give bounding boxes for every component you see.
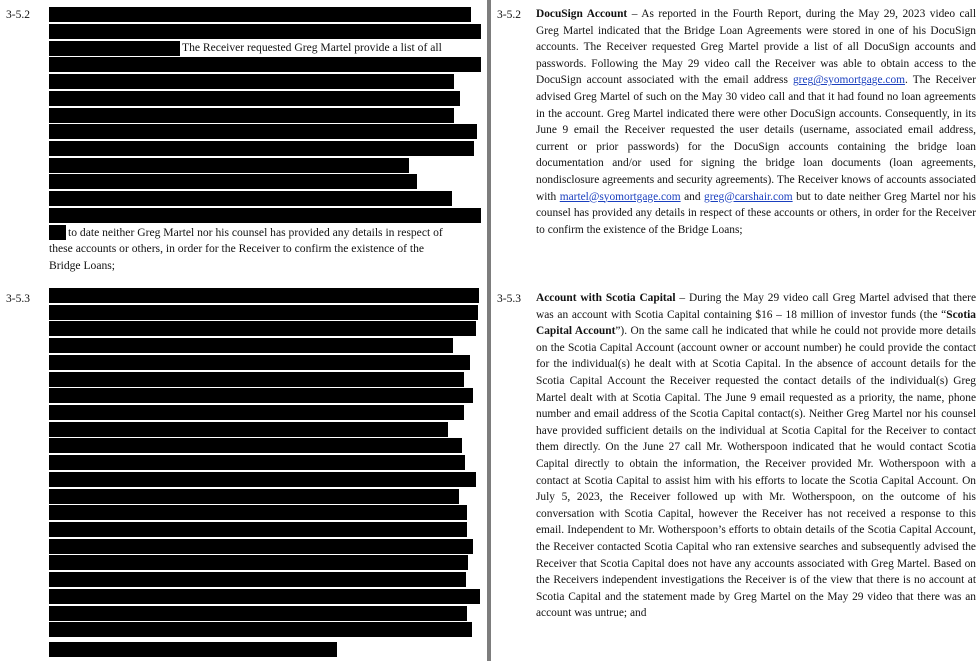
paragraph-scotia-capital-account: Account with Scotia Capital – During the May 29 video call Greg Martel advised that there was an account with Scotia Capital containing $16 – 18 million of investor funds (the “Scotia Capital Account”). On the same call he indicated that while he could not provide more details on the Scotia Capital Account (account owner or account number) he could provide the contact for the individual(s) he dealt with at Scotia Capital. In the absence of account details for the Scotia Capital Account the Receiver requested the contact details of the individual(s) Greg Martel dealt with at Scotia Capital. The June 9 email requested as a priority, the name, phone number and email address of the Scotia Capital contact(s). Neither Greg Martel nor his counsel have provided sufficient details on the individual at Scotia Capital for the Receiver to contact them directly. On the June 27 call Mr. Wotherspoon indicated that he would contact Scotia Capital directly to obtain the information, the Receiver provided Mr. Wotherspoon with a contact at Scotia Capital to assist him with his efforts to locate the Scotia Capital Account. On July 5, 2023, the Receiver followed up with Mr. Wotherspoon, on the outcome of his conversation with Scotia Capital, however the Receiver has not received a response to this email. Independent to Mr. Wotherspoon’s efforts to obtain details of the Scotia Capital Account, the Receiver contacted Scotia Capital who ran extensive searches and subsequently advised the Receiver that Scotia Capital does not have any accounts associated with Greg Martel. Based on the Receivers independent investigations the Receiver is of the view that there is no account at Scotia Capital and the statement made by Greg Martel on the May 29 video that there was an account was untrue; and: [536, 292, 976, 620]
redaction-bar: [49, 505, 467, 520]
redaction-bar: [49, 372, 464, 387]
redaction-bar: [49, 208, 481, 223]
redaction-bar: [49, 555, 468, 570]
section-heading: Account with Scotia Capital: [536, 292, 676, 304]
paragraph-docusign-account: DocuSign Account – As reported in the Fourth Report, during the May 29, 2023 video call Greg Martel indicated that the Bridge Loan Agreements were stored in one of his DocuSign accounts. The Receiver requested Greg Martel provide a list of all DocuSign accounts and passwords. Following the May 29 video call the Receiver was able to obtain access to the DocuSign account associated with the email address greg@syomortgage.com. The Receiver advised Greg Martel of such on the May 30 video call and that it had found no loan agreements in the account. Greg Martel indicated there were other DocuSign accounts. Consequently, in its June 9 email the Receiver requested the user details (username, associated email address, current or prior passwords) for the DocuSign accounts containing the bridge loan documentation and/or used for signing the bridge loan documents (loan agreements, nondisclosure agreements and security agreements). The Receiver knows of accounts associated with martel@syomortgage.com and greg@carshair.com but to date neither Greg Martel nor his counsel has provided any details in respect of these accounts or others, in order for the Receiver to confirm the existence of the Bridge Loans;: [536, 8, 976, 236]
section-number: 3-5.2: [497, 9, 521, 21]
redaction-bar: [49, 422, 448, 437]
redaction-bar: [49, 174, 417, 189]
redaction-bar: [49, 74, 454, 89]
redacted-paragraph-text: Bridge Loans;: [49, 259, 116, 272]
redacted-paragraph-text: The Receiver requested Greg Martel provide a list of all: [182, 41, 442, 54]
redaction-bar: [49, 472, 476, 487]
redaction-bar: [49, 141, 474, 156]
redaction-bar: [49, 158, 409, 173]
redaction-bar: [49, 355, 470, 370]
redaction-bar: [49, 124, 477, 139]
redaction-bar: [49, 642, 337, 657]
redaction-bar: [49, 572, 466, 587]
redaction-bar: [49, 405, 464, 420]
email-link[interactable]: greg@syomortgage.com: [792, 74, 905, 87]
redaction-bar: [49, 455, 465, 470]
redaction-bar: [49, 57, 481, 72]
redaction-bar: [49, 7, 471, 22]
redaction-bar: [49, 41, 180, 56]
redaction-bar: [49, 191, 452, 206]
redaction-bar: [49, 305, 478, 320]
left-document-page: [0, 0, 487, 661]
section-number: 3-5.3: [497, 293, 521, 305]
redaction-bar: [49, 321, 476, 336]
email-link[interactable]: martel@syomortgage.com: [559, 190, 681, 203]
redaction-bar: [49, 288, 479, 303]
redaction-bar: [49, 24, 481, 39]
defined-term: Scotia Capital Account: [536, 308, 976, 338]
section-number: 3-5.3: [6, 293, 30, 305]
redaction-bar: [49, 338, 453, 353]
redaction-bar: [49, 489, 459, 504]
redaction-bar: [49, 606, 467, 621]
redaction-bar: [49, 91, 460, 106]
redaction-bar: [49, 388, 473, 403]
redaction-bar: [49, 108, 454, 123]
redaction-bar: [49, 589, 480, 604]
section-number: 3-5.2: [6, 9, 30, 21]
redaction-bar: [49, 522, 467, 537]
redaction-bar: [49, 539, 473, 554]
redaction-bar: [49, 225, 66, 240]
redaction-bar: [49, 622, 472, 637]
redacted-paragraph-text: these accounts or others, in order for the Receiver to confirm the existence of the: [49, 242, 425, 255]
redaction-bar: [49, 438, 462, 453]
right-document-page: [491, 0, 980, 661]
redacted-paragraph-text: to date neither Greg Martel nor his counsel has provided any details in respect of: [68, 226, 443, 239]
section-heading: DocuSign Account: [536, 8, 628, 20]
email-link[interactable]: greg@carshair.com: [704, 190, 793, 203]
